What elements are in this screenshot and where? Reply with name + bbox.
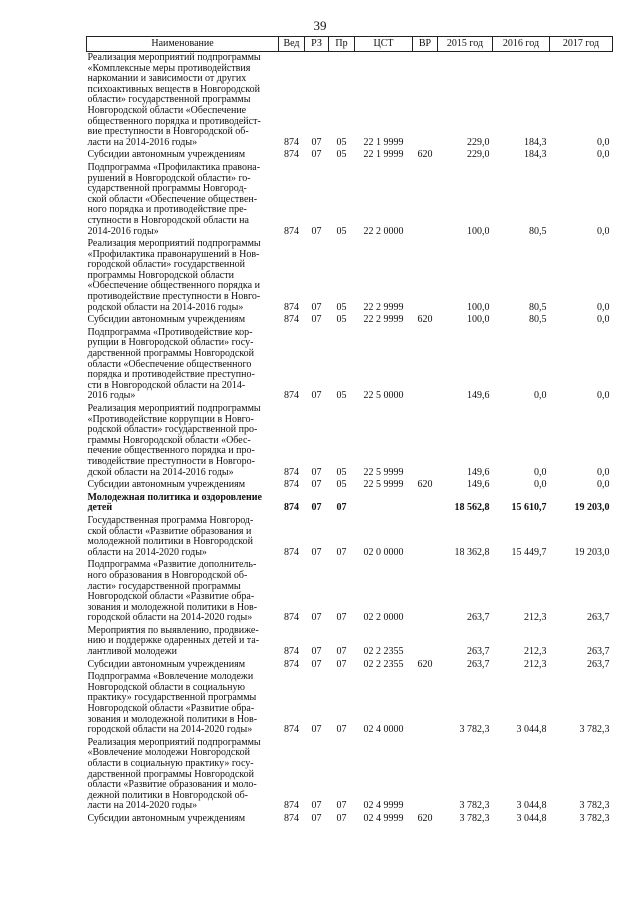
row-pr-cell: 05 bbox=[336, 466, 347, 478]
row-2017-cell: 0,0 bbox=[597, 390, 610, 402]
row-2015-cell: 149,6 bbox=[467, 466, 490, 478]
row-cst-cell: 02 4 0000 bbox=[363, 724, 404, 736]
table-row bbox=[87, 492, 613, 515]
row-2015-cell: 3 782,3 bbox=[459, 800, 490, 812]
row-2017-cell: 0,0 bbox=[597, 225, 610, 237]
row-rz-cell: 07 bbox=[311, 225, 322, 237]
row-pr-cell: 07 bbox=[336, 612, 347, 624]
budget-table bbox=[86, 36, 613, 826]
row-2016-cell: 212,3 bbox=[524, 646, 547, 658]
row-2016-cell: 212,3 bbox=[524, 612, 547, 624]
row-ved-cell: 874 bbox=[284, 479, 299, 491]
row-name-cell: Подпрограмма «Профилактика правона- рушений в Новгородской области» го- сударственной программы Новгород- ской области «Обеспечение обществен- ного порядка и противодействие пре- ступности в Новгородской области на 2014-2016 годы» bbox=[87, 161, 261, 237]
row-vr-cell: 620 bbox=[417, 314, 433, 326]
row-2017-cell: 0,0 bbox=[597, 149, 610, 161]
table-row bbox=[87, 813, 613, 826]
row-cst-cell: 22 5 0000 bbox=[363, 390, 404, 402]
row-name-cell: Подпрограмма «Вовлечение молодежи Новгородской области в социальную практику» государственной программы Новгородской области «Развитие обра- зования и молодежной политики в Нов- городской области на 2014-2020 годы» bbox=[87, 671, 258, 736]
row-2017-cell: 0,0 bbox=[597, 314, 610, 326]
row-ved-cell: 874 bbox=[284, 812, 299, 824]
table-body bbox=[87, 52, 613, 826]
table-row bbox=[87, 479, 613, 492]
column-header-ved: Вед bbox=[279, 37, 305, 52]
row-ved-cell: 874 bbox=[284, 658, 299, 670]
column-header-name: Наименование bbox=[87, 37, 279, 52]
row-cst-cell: 02 2 2355 bbox=[363, 646, 404, 658]
row-2016-cell: 184,3 bbox=[524, 149, 547, 161]
row-name-cell: Государственная программа Новгород- ской области «Развитие образования и молодежной политики в Новгородской области на 2014-2020 годы» bbox=[87, 514, 254, 558]
row-2016-cell: 0,0 bbox=[534, 466, 547, 478]
row-name-cell: Реализация мероприятий подпрограммы «Вовлечение молодежи Новгородской области в социальную практику» госу- дарственной программы Новгородской области «Развитие образования и моло- дежной политики в Новгородской об- ласти на 2014-2020 годы» bbox=[87, 736, 261, 812]
row-name-cell: Субсидии автономным учреждениям bbox=[87, 479, 246, 491]
row-2015-cell: 229,0 bbox=[467, 149, 490, 161]
row-name-cell: Субсидии автономным учреждениям bbox=[87, 149, 246, 161]
row-2015-cell: 263,7 bbox=[467, 658, 490, 670]
row-ved-cell: 874 bbox=[284, 546, 299, 558]
row-2016-cell: 3 044,8 bbox=[516, 724, 547, 736]
row-cst-cell: 22 1 9999 bbox=[363, 149, 404, 161]
row-ved-cell: 874 bbox=[284, 724, 299, 736]
row-rz-cell: 07 bbox=[311, 466, 322, 478]
row-ved-cell: 874 bbox=[284, 314, 299, 326]
row-2017-cell: 0,0 bbox=[597, 301, 610, 313]
row-pr-cell: 05 bbox=[336, 479, 347, 491]
row-ved-cell: 874 bbox=[284, 136, 299, 148]
row-cst-cell: 22 1 9999 bbox=[363, 136, 404, 148]
header-row bbox=[87, 37, 613, 52]
table-row bbox=[87, 238, 613, 314]
row-rz-cell: 07 bbox=[311, 479, 322, 491]
row-2016-cell: 80,5 bbox=[529, 301, 547, 313]
row-ved-cell: 874 bbox=[284, 466, 299, 478]
row-name-cell: Субсидии автономным учреждениям bbox=[87, 658, 246, 670]
row-cst-cell: 02 4 9999 bbox=[363, 812, 404, 824]
row-rz-cell: 07 bbox=[311, 658, 322, 670]
row-pr-cell: 07 bbox=[336, 646, 347, 658]
row-vr-cell bbox=[413, 52, 438, 150]
row-vr-cell bbox=[413, 162, 438, 238]
column-header-2016: 2016 год bbox=[493, 37, 550, 52]
row-2017-cell: 19 203,0 bbox=[574, 546, 610, 558]
row-vr-cell bbox=[413, 737, 438, 813]
row-vr-cell: 620 bbox=[417, 479, 433, 491]
row-name-cell: Субсидии автономным учреждениям bbox=[87, 812, 246, 824]
row-2016-cell: 184,3 bbox=[524, 136, 547, 148]
row-pr-cell: 05 bbox=[336, 149, 347, 161]
column-header-2015: 2015 год bbox=[438, 37, 493, 52]
row-name-cell: Мероприятия по выявлению, продвиже- нию и поддержке одаренных детей и та- лантливой молодежи bbox=[87, 624, 260, 658]
row-2016-cell: 80,5 bbox=[529, 225, 547, 237]
row-ved-cell: 874 bbox=[284, 225, 299, 237]
table-row bbox=[87, 327, 613, 403]
table-row bbox=[87, 149, 613, 162]
row-2017-cell: 263,7 bbox=[587, 646, 610, 658]
row-rz-cell: 07 bbox=[311, 149, 322, 161]
row-name-cell: Подпрограмма «Противодействие кор- рупции в Новгородской области» госу- дарственной программы Новгородской области «Обеспечение общественного порядка и противодействие преступно- сти в Новгородской области на 2014- 2016 годы» bbox=[87, 326, 255, 402]
column-header-2017: 2017 год bbox=[550, 37, 613, 52]
row-cst-cell: 22 5 9999 bbox=[363, 466, 404, 478]
row-2015-cell: 100,0 bbox=[467, 225, 490, 237]
row-rz-cell: 07 bbox=[311, 546, 322, 558]
row-rz-cell: 07 bbox=[311, 812, 322, 824]
row-cst-cell: 02 2 0000 bbox=[363, 612, 404, 624]
row-vr-cell bbox=[413, 671, 438, 737]
row-rz-cell: 07 bbox=[311, 502, 322, 514]
column-header-cst: ЦСТ bbox=[355, 37, 413, 52]
row-2017-cell: 3 782,3 bbox=[579, 724, 610, 736]
row-cst-cell bbox=[355, 492, 413, 515]
table-row bbox=[87, 162, 613, 238]
table-row bbox=[87, 52, 613, 150]
row-ved-cell: 874 bbox=[284, 301, 299, 313]
row-2016-cell: 3 044,8 bbox=[516, 812, 547, 824]
row-name-cell: Реализация мероприятий подпрограммы «Противодействие коррупции в Новго- родской области» государственной про- граммы Новгородской области «Обес- печение общественного порядка и про- тиводействие преступности в Новгоро- дской области на 2014-2016 годы» bbox=[87, 403, 261, 478]
row-vr-cell bbox=[413, 492, 438, 515]
row-2017-cell: 0,0 bbox=[597, 479, 610, 491]
row-name-cell: Молодежная политика и оздоровление детей bbox=[87, 491, 262, 514]
row-2016-cell: 80,5 bbox=[529, 314, 547, 326]
row-2015-cell: 149,6 bbox=[467, 479, 490, 491]
row-ved-cell: 874 bbox=[284, 149, 299, 161]
row-2017-cell: 0,0 bbox=[597, 136, 610, 148]
row-2017-cell: 19 203,0 bbox=[574, 502, 610, 514]
row-vr-cell bbox=[413, 403, 438, 479]
row-cst-cell: 02 0 0000 bbox=[363, 546, 404, 558]
row-rz-cell: 07 bbox=[311, 724, 322, 736]
row-vr-cell bbox=[413, 515, 438, 559]
row-cst-cell: 22 2 0000 bbox=[363, 225, 404, 237]
column-header-rz: РЗ bbox=[305, 37, 329, 52]
row-pr-cell: 07 bbox=[336, 724, 347, 736]
row-2015-cell: 100,0 bbox=[467, 314, 490, 326]
table-row bbox=[87, 737, 613, 813]
row-2016-cell: 15 449,7 bbox=[511, 546, 547, 558]
row-2015-cell: 3 782,3 bbox=[459, 724, 490, 736]
row-2015-cell: 18 362,8 bbox=[454, 546, 490, 558]
row-rz-cell: 07 bbox=[311, 301, 322, 313]
row-2015-cell: 18 562,8 bbox=[454, 502, 490, 514]
row-rz-cell: 07 bbox=[311, 136, 322, 148]
row-cst-cell: 02 2 2355 bbox=[363, 658, 404, 670]
row-pr-cell: 05 bbox=[336, 390, 347, 402]
row-vr-cell bbox=[413, 625, 438, 659]
row-2016-cell: 0,0 bbox=[534, 479, 547, 491]
row-vr-cell bbox=[413, 327, 438, 403]
row-pr-cell: 05 bbox=[336, 225, 347, 237]
row-pr-cell: 07 bbox=[336, 812, 347, 824]
column-header-pr: Пр bbox=[329, 37, 355, 52]
row-2015-cell: 149,6 bbox=[467, 390, 490, 402]
row-pr-cell: 07 bbox=[336, 546, 347, 558]
row-2017-cell: 0,0 bbox=[597, 466, 610, 478]
row-pr-cell: 05 bbox=[336, 301, 347, 313]
row-vr-cell: 620 bbox=[417, 658, 433, 670]
column-header-vr: ВР bbox=[413, 37, 438, 52]
row-rz-cell: 07 bbox=[311, 800, 322, 812]
row-cst-cell: 02 4 9999 bbox=[363, 800, 404, 812]
row-rz-cell: 07 bbox=[311, 390, 322, 402]
table-header bbox=[87, 37, 613, 52]
table-row bbox=[87, 515, 613, 559]
row-pr-cell: 05 bbox=[336, 136, 347, 148]
page-number: 39 bbox=[313, 18, 327, 33]
table-row bbox=[87, 403, 613, 479]
row-vr-cell bbox=[413, 559, 438, 625]
row-name-cell: Субсидии автономным учреждениям bbox=[87, 314, 246, 326]
row-ved-cell: 874 bbox=[284, 502, 299, 514]
row-rz-cell: 07 bbox=[311, 646, 322, 658]
table-row bbox=[87, 559, 613, 625]
row-2017-cell: 3 782,3 bbox=[579, 800, 610, 812]
table-row bbox=[87, 659, 613, 672]
row-2016-cell: 15 610,7 bbox=[511, 502, 547, 514]
row-vr-cell: 620 bbox=[417, 149, 433, 161]
row-2015-cell: 263,7 bbox=[467, 646, 490, 658]
row-2017-cell: 3 782,3 bbox=[579, 812, 610, 824]
row-pr-cell: 05 bbox=[336, 314, 347, 326]
row-rz-cell: 07 bbox=[311, 314, 322, 326]
row-ved-cell: 874 bbox=[284, 612, 299, 624]
row-vr-cell: 620 bbox=[417, 812, 433, 824]
row-2017-cell: 263,7 bbox=[587, 658, 610, 670]
row-cst-cell: 22 5 9999 bbox=[363, 479, 404, 491]
row-pr-cell: 07 bbox=[336, 658, 347, 670]
row-rz-cell: 07 bbox=[311, 612, 322, 624]
row-2015-cell: 3 782,3 bbox=[459, 812, 490, 824]
row-vr-cell bbox=[413, 238, 438, 314]
row-ved-cell: 874 bbox=[284, 800, 299, 812]
row-cst-cell: 22 2 9999 bbox=[363, 314, 404, 326]
row-2016-cell: 0,0 bbox=[534, 390, 547, 402]
table-row bbox=[87, 671, 613, 737]
row-2017-cell: 263,7 bbox=[587, 612, 610, 624]
row-pr-cell: 07 bbox=[336, 800, 347, 812]
row-2015-cell: 100,0 bbox=[467, 301, 490, 313]
row-name-cell: Реализация мероприятий подпрограммы «Профилактика правонарушений в Нов- городской области» государственной программы Новгородской области «Обеспечение общественного порядка и противодействие преступности в Новго- родской области на 2014-2016 годы» bbox=[87, 238, 261, 313]
row-cst-cell: 22 2 9999 bbox=[363, 301, 404, 313]
table-row bbox=[87, 625, 613, 659]
table-row bbox=[87, 314, 613, 327]
row-2016-cell: 212,3 bbox=[524, 658, 547, 670]
row-ved-cell: 874 bbox=[284, 646, 299, 658]
row-pr-cell: 07 bbox=[336, 502, 347, 514]
row-name-cell: Подпрограмма «Развитие дополнитель- ного образования в Новгородской об- ласти» государственной программы Новгородской области «Развитие обра- зования и молодежной политики в Нов- городской области на 2014-2020 годы» bbox=[87, 559, 258, 624]
row-2016-cell: 3 044,8 bbox=[516, 800, 547, 812]
row-2015-cell: 263,7 bbox=[467, 612, 490, 624]
row-2015-cell: 229,0 bbox=[467, 136, 490, 148]
row-ved-cell: 874 bbox=[284, 390, 299, 402]
row-name-cell: Реализация мероприятий подпрограммы «Комплексные меры противодействия наркомании и зависимости от других психоактивных веществ в Новгородской области» государственной программы Новгородской области «Обеспечение общественного порядка и противодейст- вие преступности в Новгородской об- ласти на 2014-2016 годы» bbox=[87, 52, 261, 148]
